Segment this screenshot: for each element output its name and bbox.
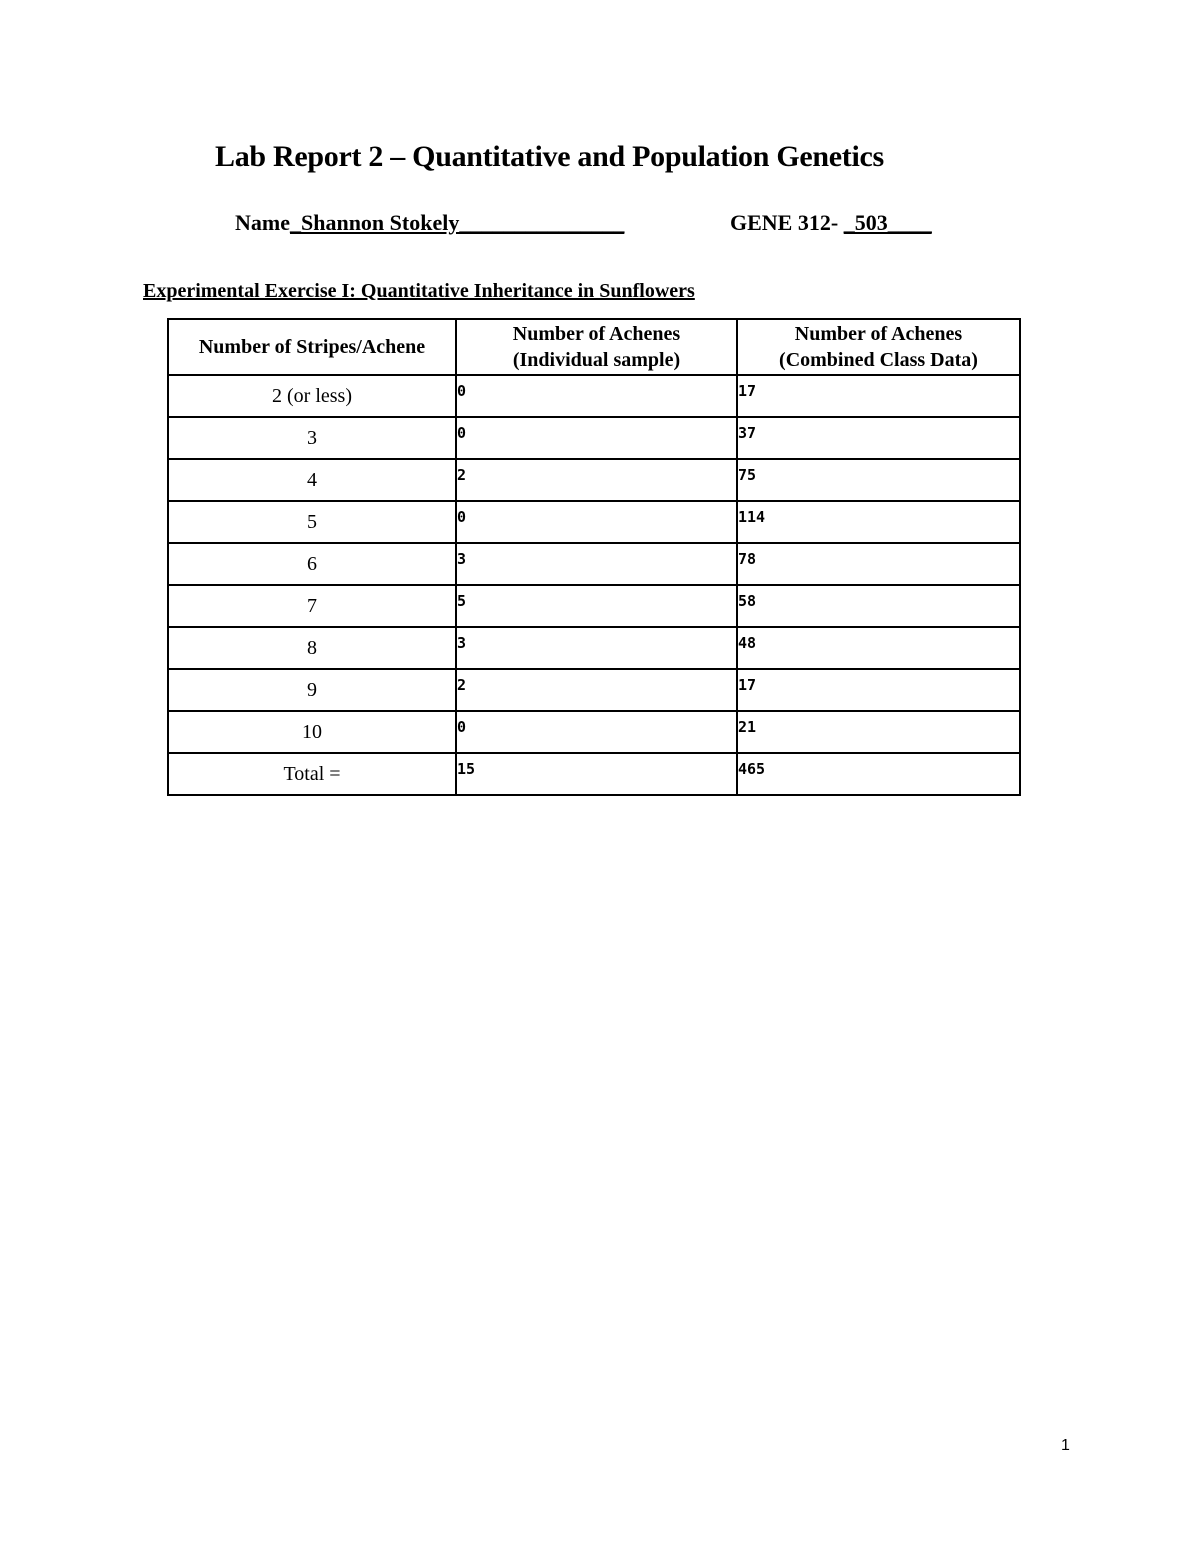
header-combined-line-1: Number of Achenes [794, 323, 963, 345]
table-row [168, 669, 1020, 711]
stripes-cell: 9 [168, 669, 456, 711]
table-row [168, 627, 1020, 669]
combined-count-cell[interactable]: 17 [737, 375, 1020, 417]
table-header-row [168, 319, 1020, 375]
combined-count-cell[interactable]: 75 [737, 459, 1020, 501]
stripes-cell: 7 [168, 585, 456, 627]
table-total-row [168, 753, 1020, 795]
table-row [168, 543, 1020, 585]
section-heading: Experimental Exercise I: Quantitative Inheritance in Sunflowers [143, 280, 695, 302]
table-row [168, 501, 1020, 543]
individual-count-cell[interactable]: 2 [456, 669, 737, 711]
stripes-cell: 8 [168, 627, 456, 669]
stripes-cell: 4 [168, 459, 456, 501]
header-individual [456, 319, 737, 375]
individual-count-cell[interactable]: 0 [456, 375, 737, 417]
combined-count-cell[interactable]: 114 [737, 501, 1020, 543]
individual-count-cell[interactable]: 5 [456, 585, 737, 627]
stripes-cell: 2 (or less) [168, 375, 456, 417]
course-label: GENE 312- [730, 210, 844, 235]
table-row [168, 585, 1020, 627]
individual-count-cell[interactable]: 2 [456, 459, 737, 501]
header-stripes-line-1: Number of Stripes/Achene [198, 336, 426, 358]
stripes-cell: 6 [168, 543, 456, 585]
page-title: Lab Report 2 – Quantitative and Population Genetics [215, 140, 884, 173]
combined-count-cell[interactable]: 48 [737, 627, 1020, 669]
header-stripes [168, 319, 456, 375]
header-combined [737, 319, 1020, 375]
stripes-cell: 10 [168, 711, 456, 753]
header-individual-line-1: Number of Achenes [512, 323, 681, 345]
header-individual-line-2: (Individual sample) [512, 349, 681, 371]
individual-count-cell[interactable]: 0 [456, 711, 737, 753]
individual-count-cell[interactable]: 3 [456, 627, 737, 669]
page-number: 1 [1061, 1437, 1070, 1454]
student-name-line [235, 210, 624, 236]
student-name-field[interactable]: _Shannon Stokely_______________ [289, 210, 625, 235]
individual-count-cell[interactable]: 0 [456, 417, 737, 459]
header-combined-line-2: (Combined Class Data) [779, 349, 978, 371]
table-row [168, 375, 1020, 417]
total-label-cell: Total = [168, 753, 456, 795]
individual-total-cell[interactable]: 15 [456, 753, 737, 795]
stripes-cell: 3 [168, 417, 456, 459]
combined-total-cell[interactable]: 465 [737, 753, 1020, 795]
name-label: Name [235, 210, 290, 235]
section-number-field[interactable]: _503____ [843, 210, 932, 235]
combined-count-cell[interactable]: 21 [737, 711, 1020, 753]
achene-stripe-table [167, 318, 1021, 796]
table-row [168, 711, 1020, 753]
table-row [168, 417, 1020, 459]
table-row [168, 459, 1020, 501]
individual-count-cell[interactable]: 0 [456, 501, 737, 543]
combined-count-cell[interactable]: 58 [737, 585, 1020, 627]
individual-count-cell[interactable]: 3 [456, 543, 737, 585]
course-section-line [730, 210, 932, 236]
combined-count-cell[interactable]: 37 [737, 417, 1020, 459]
combined-count-cell[interactable]: 78 [737, 543, 1020, 585]
combined-count-cell[interactable]: 17 [737, 669, 1020, 711]
stripes-cell: 5 [168, 501, 456, 543]
